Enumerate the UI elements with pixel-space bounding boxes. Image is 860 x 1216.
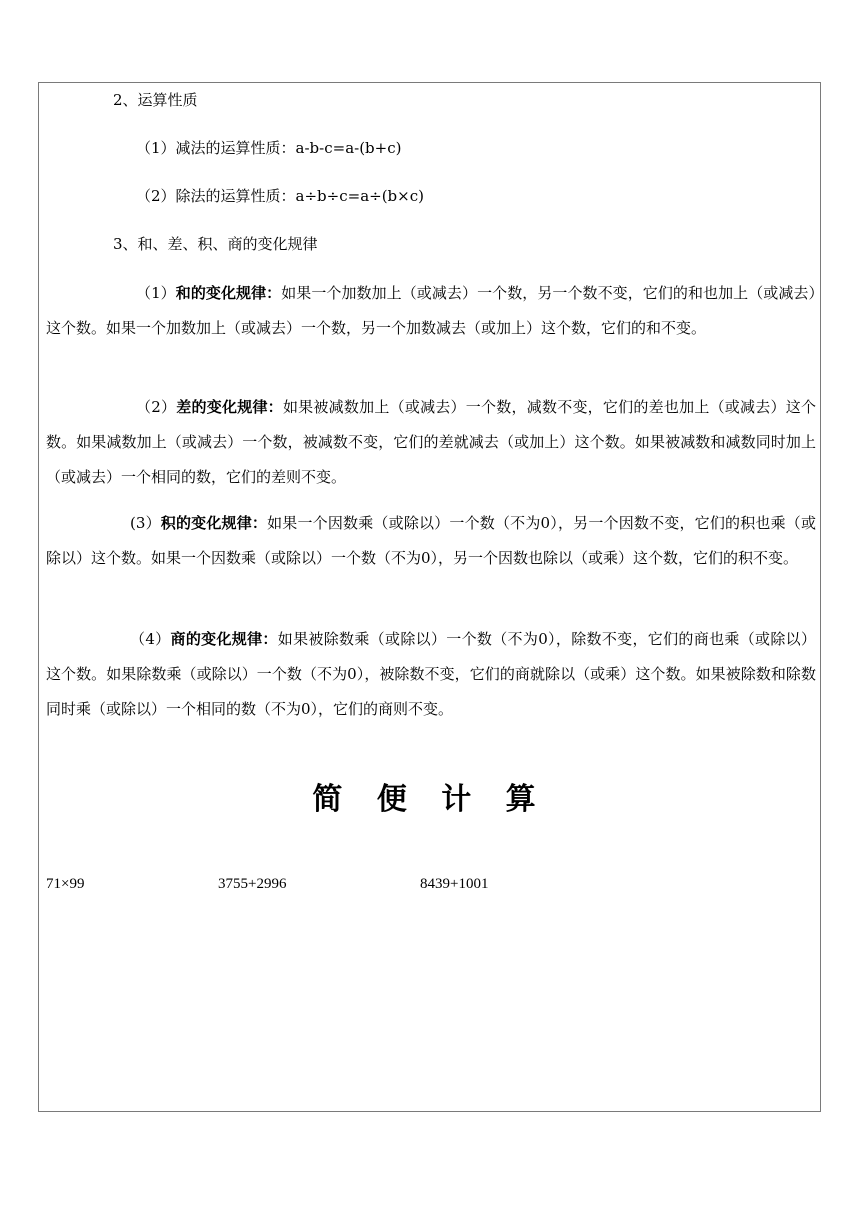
difference-rule (46, 390, 816, 495)
product-rule-num: (3） (130, 514, 161, 532)
sum-rule-text: 如果一个加数加上（或减去）一个数，另一个数不变，它们的和也加上（或减去）这个数。如果一个加数加上（或减去）一个数，另一个加数减去（或加上）这个数，它们的和不变。 (46, 284, 816, 337)
difference-rule-num: （2） (136, 398, 177, 416)
sum-rule-term: 和的变化规律： (175, 284, 282, 302)
quotient-rule-text: 如果被除数乘（或除以）一个数（不为0），除数不变，它们的商也乘（或除以）这个数。如果除数乘（或除以）一个数（不为0），被除数不变，它们的商就除以（或乘）这个数。如果被除数和除数同时乘（或除以）一个相同的数（不为0），它们的商则不变。 (46, 630, 816, 718)
product-rule-text: 如果一个因数乘（或除以）一个数（不为0），另一个因数不变，它们的积也乘（或除以）这个数。如果一个因数乘（或除以）一个数（不为0），另一个因数也除以（或乘）这个数，它们的积不变。 (46, 514, 816, 567)
difference-rule-term: 差的变化规律： (176, 398, 283, 416)
quotient-rule (46, 622, 816, 727)
quotient-rule-num: （4） (130, 630, 171, 648)
quotient-rule-term: 商的变化规律： (170, 630, 278, 648)
product-rule (46, 506, 816, 576)
difference-rule-text: 如果被减数加上（或减去）一个数，减数不变，它们的差也加上（或减去）这个数。如果减数加上（或减去）一个数，被减数不变，它们的差就减去（或加上）这个数。如果被减数和减数同时加上（或减去）一个相同的数，它们的差则不变。 (46, 398, 816, 486)
expression-3: 8439+1001 (420, 876, 489, 892)
division-property: （2）除法的运算性质：a÷b÷c=a÷(b×c) (136, 187, 424, 205)
product-rule-term: 积的变化规律： (160, 514, 268, 532)
calc-title: 简 便 计 算 (312, 782, 548, 817)
sum-rule (46, 276, 816, 346)
expression-1: 71×99 (46, 876, 85, 892)
section2-heading: 2、运算性质 (113, 91, 198, 109)
section3-heading: 3、和、差、积、商的变化规律 (113, 235, 318, 253)
sum-rule-num: （1） (136, 284, 176, 302)
subtraction-property: （1）减法的运算性质：a-b-c=a-(b+c) (136, 139, 402, 157)
expression-2: 3755+2996 (218, 876, 287, 892)
